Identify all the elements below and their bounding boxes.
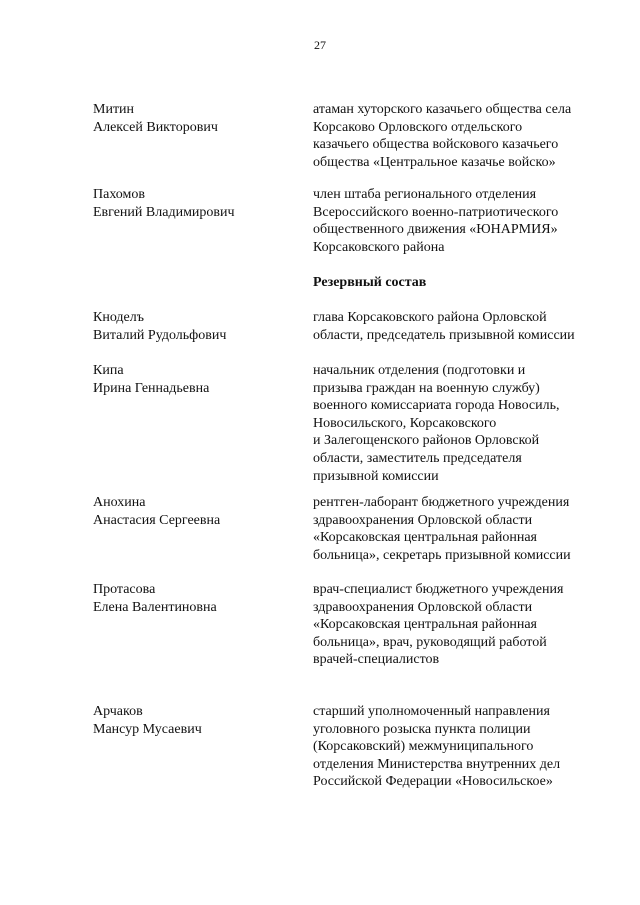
role-line: призыва граждан на военную службу) [313,380,540,396]
role-line: врач-специалист бюджетного учреждения [313,582,564,597]
member-given-names: Алексей Викторович [93,119,218,135]
role-line: атаман хуторского казачьего общества села [313,102,572,117]
role-line: области, заместитель председателя [313,450,522,466]
role-line: Корсаковского района [313,239,445,255]
role-line: больница», врач, руководящий работой [313,634,547,650]
member-role [313,494,613,564]
page-number: 27 [314,38,326,52]
role-line: общества «Центральное казачье войско» [313,154,556,170]
role-line: врачей-специалистов [313,652,440,668]
member-role [313,101,613,171]
member-surname: Пахомов [93,187,145,202]
role-line: и Залегощенского районов Орловской [313,433,540,449]
role-line: отделения Министерства внутренних дел [313,756,561,772]
role-line: военного комиссариата города Новосиль, [313,398,560,414]
member-surname: Митин [93,102,135,117]
role-line: общественного движения «ЮНАРМИЯ» [313,222,558,238]
member-name [93,186,293,221]
member-name [93,362,293,397]
member-role [313,186,613,256]
role-line: Корсаково Орловского отдельского [313,119,523,135]
member-surname: Кноделъ [93,310,144,325]
role-line: начальник отделения (подготовки и [313,363,526,378]
role-line: «Корсаковская центральная районная [313,617,537,633]
member-surname: Арчаков [93,704,143,719]
role-line: Новосильского, Корсаковского [313,415,497,431]
role-line: области, председатель призывной комиссии [313,327,575,343]
role-line: рентген-лаборант бюджетного учреждения [313,495,570,510]
member-name [93,309,293,344]
role-line: уголовного розыска пункта полиции [313,721,531,737]
member-name [93,494,293,529]
role-line: старший уполномоченный направления [313,704,550,719]
role-line: казачьего общества войскового казачьего [313,137,559,153]
member-name [93,581,293,616]
role-line: Всероссийского военно-патриотического [313,204,559,220]
member-given-names: Евгений Владимирович [93,204,235,220]
role-line: больница», секретарь призывной комиссии [313,547,571,563]
role-line: призывной комиссии [313,468,439,484]
member-given-names: Елена Валентиновна [93,599,217,615]
member-role [313,581,613,669]
member-name [93,101,293,136]
member-given-names: Мансур Мусаевич [93,721,202,737]
member-given-names: Виталий Рудольфович [93,327,227,343]
role-line: Российской Федерации «Новосильское» [313,774,553,790]
role-line: глава Корсаковского района Орловской [313,310,547,325]
role-line: «Корсаковская центральная районная [313,530,537,546]
member-surname: Протасова [93,582,156,597]
role-line: (Корсаковский) межмуниципального [313,739,534,755]
member-role [313,309,613,344]
role-line: член штаба регионального отделения [313,187,537,202]
member-given-names: Ирина Геннадьевна [93,380,210,396]
role-line: здравоохранения Орловской области [313,599,533,615]
member-role [313,703,613,791]
member-name [93,703,293,738]
role-line: здравоохранения Орловской области [313,512,533,528]
member-role [313,362,613,485]
section-heading-reserve: Резервный состав [313,275,427,290]
member-surname: Кипа [93,363,124,378]
member-surname: Анохина [93,495,146,510]
member-given-names: Анастасия Сергеевна [93,512,221,528]
